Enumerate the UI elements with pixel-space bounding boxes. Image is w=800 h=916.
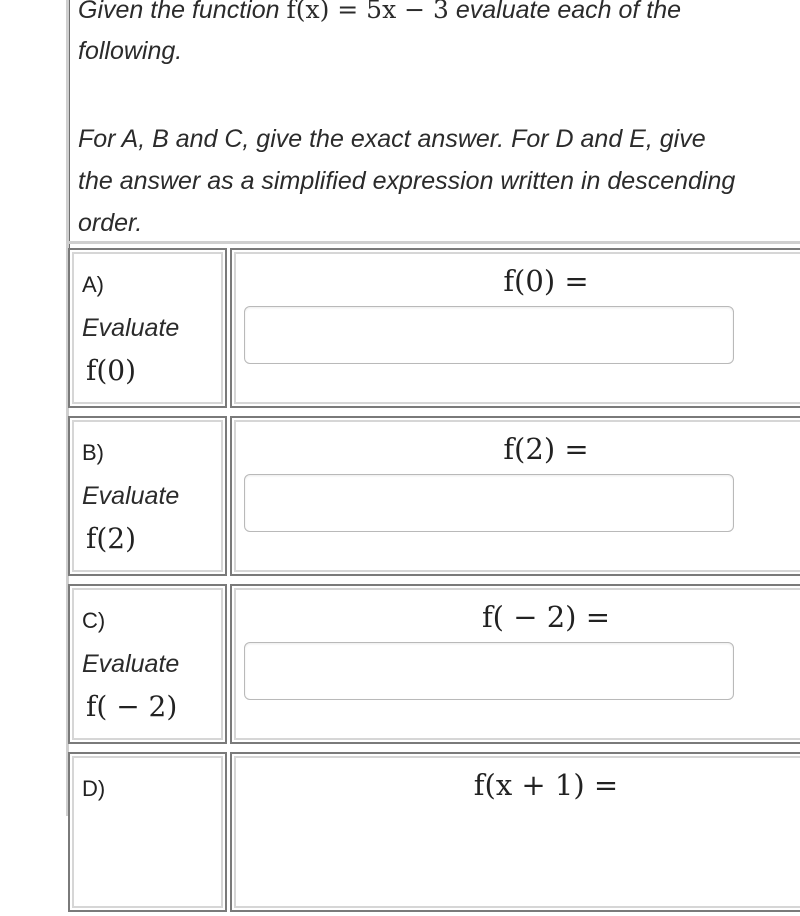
label-cell xyxy=(68,416,227,576)
question-row-d xyxy=(68,752,800,916)
part-letter: B) xyxy=(82,440,104,465)
function-call: f(0) xyxy=(86,354,137,387)
answer-cell xyxy=(230,248,800,408)
answer-cell xyxy=(230,584,800,744)
intro-line xyxy=(78,0,768,72)
evaluate-label: Evaluate xyxy=(82,482,180,510)
instructions: For A, B and C, give the exact answer. For D and E, give the answer as a simplified expression written in descending order. xyxy=(78,125,736,237)
part-letter: A) xyxy=(82,272,104,297)
evaluate-label: Evaluate xyxy=(82,650,180,678)
question-row-b xyxy=(68,416,800,580)
evaluate-label: Evaluate xyxy=(82,314,180,342)
part-letter: C) xyxy=(82,608,106,633)
answer-prompt: f(0) = xyxy=(503,264,589,298)
function-call: f(2) xyxy=(86,522,137,555)
answer-prompt: f(2) = xyxy=(503,432,589,466)
function-call: f( − 2) xyxy=(86,690,178,723)
label-cell xyxy=(68,584,227,744)
answer-prompt: f( − 2) = xyxy=(481,600,611,634)
label-cell xyxy=(68,752,227,912)
question-row-a xyxy=(68,248,800,412)
answer-cell xyxy=(230,752,800,912)
answer-input-a[interactable] xyxy=(244,306,734,364)
divider xyxy=(68,241,800,244)
answer-input-b[interactable] xyxy=(244,474,734,532)
question-row-c xyxy=(68,584,800,748)
answer-cell xyxy=(230,416,800,576)
label-cell xyxy=(68,248,227,408)
function-expression: f(x) = 5x − 3 xyxy=(286,0,449,24)
answer-prompt: f(x + 1) = xyxy=(473,768,619,802)
intro-prefix: Given the function xyxy=(78,0,280,24)
part-letter: D) xyxy=(82,776,106,801)
intro-suffix: evaluate each of the following. xyxy=(78,0,682,65)
answer-input-c[interactable] xyxy=(244,642,734,700)
frame-rule xyxy=(69,0,70,248)
